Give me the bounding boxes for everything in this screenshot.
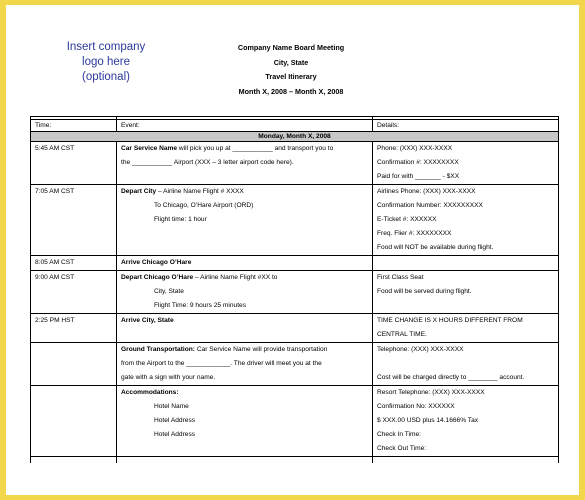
meeting-name: Company Name Board Meeting — [237, 43, 345, 52]
event-cell — [117, 185, 373, 256]
time-cell — [31, 343, 117, 386]
event-line — [121, 428, 368, 442]
detail-line: Airlines Phone: (XXX) XXX-XXXX — [377, 188, 476, 195]
itinerary-row — [31, 314, 559, 343]
event-title: Depart City — [121, 188, 157, 195]
detail-line: Food will NOT be available during flight. — [377, 244, 494, 251]
detail-line: Food will be served during flight. — [377, 288, 472, 295]
event-line — [121, 199, 368, 213]
event-line — [121, 271, 368, 285]
event-line — [121, 185, 368, 199]
itinerary-row — [31, 142, 559, 185]
detail-line: Confirmation #: XXXXXXXX — [377, 159, 459, 166]
time-cell — [31, 314, 117, 343]
column-header-row — [31, 120, 559, 132]
day-label: Monday, Month X, 2008 — [31, 132, 559, 142]
logo-placeholder: Insert company logo here (optional) — [66, 41, 146, 83]
event-text: City, State — [154, 288, 184, 295]
time-cell — [31, 271, 117, 314]
detail-line — [377, 357, 554, 371]
detail-line: Confirmation No: XXXXXX — [377, 403, 455, 410]
event-text: Hotel Address — [154, 417, 196, 424]
event-text: will pick you up at ___________ and transport you to — [177, 145, 334, 152]
itinerary-row — [31, 256, 559, 271]
itinerary-table — [30, 116, 559, 463]
time-value: 7:05 AM CST — [35, 188, 75, 195]
time-column-header: Time: — [31, 120, 117, 132]
time-value: 5:45 AM CST — [35, 145, 75, 152]
event-line — [121, 400, 368, 414]
event-text: Car Service Name will provide transportation — [195, 346, 328, 353]
detail-line: Phone: (XXX) XXX-XXXX — [377, 145, 453, 152]
event-text: – Airline Name Flight #XX to — [193, 274, 278, 281]
event-line — [121, 357, 368, 371]
event-cell — [117, 386, 373, 457]
event-line — [121, 314, 368, 328]
time-cell — [31, 256, 117, 271]
details-cell — [373, 314, 559, 343]
detail-line: CENTRAL TIME. — [377, 331, 427, 338]
event-title: Arrive City, State — [121, 317, 174, 324]
detail-line: Paid for with _______ - $XX — [377, 173, 460, 180]
itinerary-page — [6, 5, 579, 495]
itinerary-row — [31, 185, 559, 256]
time-cell — [31, 142, 117, 185]
event-text: the ___________ Airport (XXX – 3 letter airport code here). — [121, 159, 294, 166]
detail-line: E-Ticket #: XXXXXX — [377, 216, 437, 223]
event-cell — [117, 142, 373, 185]
date-range: Month X, 2008 – Month X, 2008 — [238, 86, 344, 96]
event-title: Depart Chicago O’Hare — [121, 274, 194, 281]
event-text: – Airline Name Flight # XXXX — [156, 188, 244, 195]
event-text: Hotel Name — [154, 403, 189, 410]
detail-line — [377, 256, 554, 270]
event-cell — [117, 343, 373, 386]
detail-line: Check Out Time: — [377, 445, 427, 452]
document-title: Travel Itinerary — [265, 72, 317, 81]
detail-line: First Class Seat — [377, 274, 424, 281]
event-title: Accommodations: — [121, 389, 179, 396]
event-text: from the Airport to the ____________. The driver will meet you at the — [121, 360, 322, 367]
details-cell — [373, 343, 559, 386]
cut-off-row — [31, 457, 559, 464]
detail-line: Resort Telephone: (XXX) XXX-XXXX — [377, 389, 485, 396]
event-line — [121, 156, 368, 170]
event-cell — [117, 271, 373, 314]
itinerary-row — [31, 386, 559, 457]
event-column-header: Event: — [117, 120, 373, 132]
time-value: 8:05 AM CST — [35, 259, 75, 266]
event-text: Hotel Address — [154, 431, 196, 438]
time-cell — [31, 185, 117, 256]
day-band-row — [31, 132, 559, 142]
details-cell — [373, 256, 559, 271]
details-cell — [373, 142, 559, 185]
event-title: Ground Transportation: — [121, 346, 195, 353]
event-cell — [117, 314, 373, 343]
details-cell — [373, 185, 559, 256]
detail-line: Telephone: (XXX) XXX-XXXX — [377, 346, 464, 353]
itinerary-row — [31, 343, 559, 386]
details-column-header: Details: — [373, 120, 559, 132]
time-value: 9:00 AM CST — [35, 274, 75, 281]
detail-line: Cost will be charged directly to ________ account. — [377, 374, 525, 381]
event-line — [121, 386, 368, 400]
event-text: To Chicago, O’Hare Airport (ORD) — [154, 202, 254, 209]
detail-line: Freq. Flier #: XXXXXXXX — [377, 230, 452, 237]
event-line — [121, 213, 368, 227]
time-value: 2:25 PM HST — [35, 317, 75, 324]
event-text: gate with a sign with your name. — [121, 374, 216, 381]
details-cell — [373, 271, 559, 314]
time-value — [35, 386, 112, 400]
meeting-location: City, State — [273, 57, 309, 67]
event-line — [121, 256, 368, 270]
event-line — [121, 414, 368, 428]
time-cell — [31, 386, 117, 457]
time-value — [35, 343, 112, 357]
event-cell — [117, 256, 373, 271]
details-cell — [373, 386, 559, 457]
event-line — [121, 371, 368, 385]
detail-line: Check In Time: — [377, 431, 421, 438]
detail-line: TIME CHANGE IS X HOURS DIFFERENT FROM — [377, 317, 523, 324]
event-text: Flight Time: 9 hours 25 minutes — [154, 302, 246, 309]
event-line — [121, 285, 368, 299]
event-line — [121, 343, 368, 357]
detail-line: Confirmation Number: XXXXXXXXX — [377, 202, 483, 209]
event-text: Flight time: 1 hour — [154, 216, 207, 223]
event-title: Car Service Name — [121, 145, 178, 152]
itinerary-row — [31, 271, 559, 314]
detail-line: $ XXX.00 USD plus 14.1666% Tax — [377, 417, 479, 424]
event-title: Arrive Chicago O’Hare — [121, 259, 192, 266]
event-line — [121, 142, 368, 156]
event-line — [121, 299, 368, 313]
document-heading — [206, 41, 376, 99]
